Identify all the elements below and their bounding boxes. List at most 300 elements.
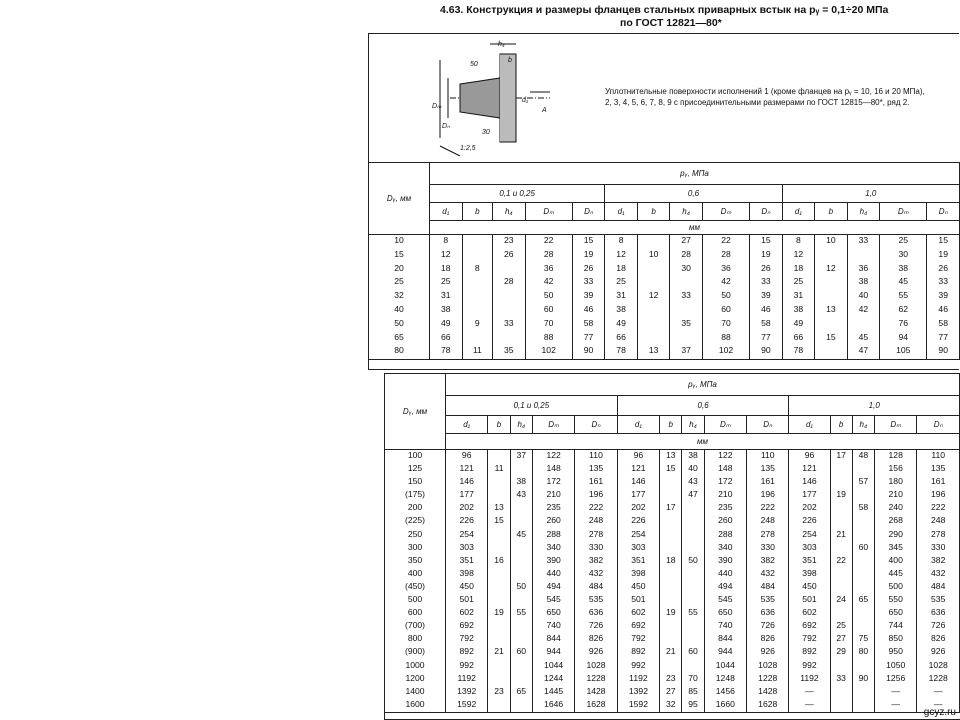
- cell-value: 1592: [457, 698, 477, 709]
- cell-value: 844: [718, 633, 733, 644]
- cell-value: 926: [760, 646, 775, 657]
- cell-value: 1028: [928, 659, 948, 670]
- cell-value: 57: [858, 476, 869, 487]
- cell-value: [682, 568, 703, 581]
- cell-value: 49: [793, 317, 804, 328]
- drawing-label-b: b: [508, 57, 512, 64]
- cell-value: 38: [516, 476, 527, 487]
- cell-value: [511, 620, 532, 633]
- cell-value: [660, 620, 681, 633]
- cell-value: 440: [718, 567, 733, 578]
- cell-g2-dn: [747, 450, 789, 713]
- cell-value: 96: [804, 450, 815, 460]
- cell-value: 60: [721, 303, 731, 314]
- cell-value: 210: [718, 489, 733, 500]
- title-line-2: по ГОСТ 12821—80*: [620, 17, 722, 29]
- dy-column: [369, 235, 430, 360]
- cell-g3-dn: [927, 235, 960, 360]
- cell-value: 18: [440, 262, 451, 273]
- cell-value: 692: [802, 620, 817, 631]
- cell-value: 992: [459, 659, 474, 670]
- cell-value: 36: [543, 262, 554, 273]
- cell-value: [831, 568, 852, 581]
- cell-value: 351: [802, 554, 817, 565]
- cell-value: [682, 529, 703, 542]
- cell-value: [853, 463, 874, 476]
- cell-value: [815, 249, 847, 263]
- cell-value: [831, 686, 852, 699]
- dy-value: 400: [407, 567, 423, 578]
- cell-value: 494: [718, 580, 733, 591]
- cell-value: 992: [802, 659, 817, 670]
- cell-value: [853, 581, 874, 594]
- drawing-label-h4: h₄: [498, 41, 505, 48]
- cell-value: 60: [858, 541, 869, 552]
- cell-value: 46: [583, 303, 594, 314]
- cell-value: 102: [541, 345, 556, 356]
- cell-value: 161: [760, 476, 775, 487]
- cell-value: [853, 620, 874, 633]
- cell-value: 22: [721, 235, 731, 245]
- cell-value: 222: [931, 502, 946, 513]
- cell-value: [463, 332, 493, 346]
- header-col: Dₙ: [917, 416, 960, 434]
- cell-value: 351: [631, 554, 646, 565]
- cell-value: 18: [793, 262, 804, 273]
- cell-value: 8: [443, 235, 449, 245]
- cell-value: [493, 263, 525, 277]
- cell-value: 398: [459, 567, 474, 578]
- cell-value: 398: [631, 567, 646, 578]
- cell-value: 96: [633, 450, 644, 460]
- cell-value: 545: [718, 594, 733, 605]
- cell-value: [488, 620, 509, 633]
- header-group-1: 0,6: [617, 396, 789, 416]
- cell-value: 330: [760, 541, 775, 552]
- cell-value: [831, 660, 852, 673]
- cell-value: [815, 318, 847, 332]
- cell-g3-dn: [917, 450, 960, 713]
- blank-margin: [0, 0, 360, 720]
- cell-value: 45: [898, 276, 909, 287]
- cell-value: 382: [760, 554, 775, 565]
- cell-value: [853, 555, 874, 568]
- cell-value: 88: [543, 331, 554, 342]
- cell-value: 740: [718, 620, 733, 631]
- cell-value: 47: [858, 345, 869, 356]
- cell-value: [831, 502, 852, 515]
- dy-value: 1400: [405, 685, 425, 696]
- cell-value: 11: [494, 463, 504, 474]
- cell-value: 202: [802, 502, 817, 513]
- header-col: Dₙ: [747, 416, 789, 434]
- cell-value: 432: [588, 567, 604, 578]
- cell-value: [831, 581, 852, 594]
- cell-value: [511, 542, 532, 555]
- cell-g1-dn: [572, 235, 605, 360]
- cell-value: —: [805, 685, 814, 696]
- cell-value: 95: [688, 698, 698, 709]
- cell-value: [853, 489, 874, 502]
- cell-value: 78: [616, 345, 626, 356]
- dy-value: (450): [404, 580, 426, 591]
- cell-value: [831, 607, 852, 620]
- header-col: d₁: [446, 416, 488, 434]
- cell-value: [463, 304, 493, 318]
- cell-value: [831, 515, 852, 528]
- cell-value: 38: [793, 303, 804, 314]
- cell-value: [488, 699, 509, 712]
- cell-value: 500: [888, 580, 903, 591]
- cell-value: 345: [888, 541, 903, 552]
- cell-value: 39: [761, 290, 771, 301]
- cell-value: 27: [836, 633, 846, 644]
- cell-value: 90: [858, 672, 869, 683]
- cell-value: 792: [459, 633, 474, 644]
- cell-value: 58: [761, 317, 771, 328]
- dy-value: 600: [407, 607, 423, 618]
- cell-value: [853, 607, 874, 620]
- cell-value: [682, 620, 703, 633]
- cell-value: 692: [631, 620, 646, 631]
- cell-value: 25: [616, 276, 626, 287]
- cell-value: [670, 276, 702, 290]
- cell-value: [493, 332, 525, 346]
- cell-value: 944: [718, 646, 733, 657]
- cell-value: 43: [688, 476, 698, 487]
- cell-value: [511, 673, 532, 686]
- cell-value: 248: [931, 515, 946, 526]
- cell-value: 210: [546, 489, 561, 500]
- cell-value: 550: [888, 594, 903, 605]
- cell-value: 76: [898, 317, 909, 328]
- cell-value: 110: [931, 450, 946, 460]
- cell-value: 1392: [628, 685, 648, 696]
- cell-value: [638, 304, 670, 318]
- title-line-1: 4.63. Конструкция и размеры фланцев стальных приварных встык на pᵧ = 0,1÷20 МПа: [440, 4, 889, 16]
- cell-value: 926: [931, 646, 946, 657]
- cell-value: 58: [858, 502, 869, 513]
- cell-g1-b: [488, 450, 510, 713]
- cell-value: 278: [931, 528, 946, 539]
- header-col: Dₘ: [525, 203, 572, 221]
- cell-value: 121: [802, 463, 817, 474]
- cell-value: 382: [588, 554, 604, 565]
- cell-value: 30: [681, 262, 691, 273]
- cell-value: 501: [802, 594, 817, 605]
- dy-value: 500: [407, 594, 423, 605]
- cell-value: 202: [459, 502, 474, 513]
- cell-value: 9: [474, 317, 480, 328]
- cell-value: 33: [938, 276, 948, 287]
- cell-value: —: [933, 698, 943, 709]
- cell-value: [463, 290, 493, 304]
- cell-value: 636: [760, 607, 775, 618]
- cell-value: 23: [504, 235, 514, 245]
- cell-value: [660, 568, 681, 581]
- cell-value: [853, 699, 874, 712]
- cell-value: 121: [631, 463, 646, 474]
- header-unit: мм: [446, 434, 960, 450]
- cell-value: 180: [888, 476, 903, 487]
- cell-value: 105: [896, 345, 911, 356]
- cell-value: 78: [440, 345, 451, 356]
- cell-value: 55: [898, 290, 909, 301]
- cell-value: 148: [546, 463, 561, 474]
- cell-value: 950: [888, 646, 903, 657]
- cell-value: 1660: [715, 698, 735, 709]
- cell-value: [848, 249, 880, 263]
- cell-value: 445: [888, 567, 903, 578]
- cell-value: 892: [631, 646, 646, 657]
- dy-value: 32: [394, 290, 404, 301]
- header-col: h₄: [852, 416, 874, 434]
- cell-value: [682, 660, 703, 673]
- header-col: b: [637, 203, 670, 221]
- cell-value: 88: [721, 331, 731, 342]
- cell-value: 40: [858, 290, 869, 301]
- header-col: b: [462, 203, 493, 221]
- cell-value: 38: [688, 450, 698, 460]
- cell-value: 826: [931, 633, 946, 644]
- cell-value: [488, 476, 509, 489]
- cell-value: 28: [543, 248, 554, 259]
- flange-drawing: [430, 38, 560, 156]
- cell-value: 55: [516, 607, 527, 618]
- cell-value: 1592: [628, 698, 648, 709]
- cell-value: 75: [858, 633, 869, 644]
- header-col: h₄: [510, 416, 532, 434]
- cell-value: 121: [459, 463, 474, 474]
- cell-value: 70: [688, 672, 698, 683]
- cell-value: 892: [802, 646, 817, 657]
- cell-value: 290: [888, 528, 903, 539]
- cell-value: 602: [459, 607, 474, 618]
- cell-value: —: [933, 685, 943, 696]
- dy-value: 250: [407, 528, 423, 539]
- cell-value: 60: [543, 303, 554, 314]
- cell-value: [488, 660, 509, 673]
- cell-value: [831, 476, 852, 489]
- cell-value: [682, 633, 703, 646]
- header-col: Dₘ: [702, 203, 749, 221]
- cell-value: 37: [681, 345, 691, 356]
- cell-g2-h4: [670, 235, 703, 360]
- cell-value: 535: [931, 594, 946, 605]
- header-group-2: 1,0: [789, 396, 960, 416]
- cell-value: 19: [665, 607, 676, 618]
- cell-value: 38: [440, 303, 451, 314]
- dy-value: 300: [407, 541, 423, 552]
- cell-value: 303: [631, 541, 646, 552]
- cell-value: 102: [718, 345, 734, 356]
- cell-value: 10: [648, 248, 659, 259]
- cell-g2-b: [637, 235, 670, 360]
- cell-g2-dm: [702, 235, 749, 360]
- cell-value: 96: [461, 450, 472, 460]
- page-title: [440, 4, 960, 30]
- cell-value: 62: [898, 303, 909, 314]
- cell-value: 177: [802, 489, 817, 500]
- cell-value: 77: [938, 331, 948, 342]
- cell-value: [511, 660, 532, 673]
- cell-value: 35: [504, 345, 514, 356]
- cell-value: 13: [648, 345, 659, 356]
- cell-value: 21: [494, 646, 504, 657]
- cell-value: 36: [721, 262, 731, 273]
- cell-value: 432: [931, 567, 946, 578]
- cell-value: [682, 515, 703, 528]
- cell-value: [831, 463, 852, 476]
- header-group-2: 1,0: [782, 185, 959, 203]
- cell-value: 26: [583, 262, 594, 273]
- cell-value: 390: [718, 554, 733, 565]
- cell-g3-d1: [782, 235, 815, 360]
- cell-value: 650: [888, 607, 903, 618]
- cell-value: 46: [938, 303, 948, 314]
- cell-value: [511, 515, 532, 528]
- cell-value: 156: [888, 463, 903, 474]
- header-col: h₄: [847, 203, 880, 221]
- cell-value: [488, 529, 509, 542]
- dy-value: 65: [394, 331, 404, 342]
- cell-value: 351: [459, 554, 474, 565]
- cell-value: 39: [938, 290, 948, 301]
- cell-value: [511, 463, 532, 476]
- cell-value: [638, 263, 670, 277]
- cell-value: 15: [761, 235, 771, 245]
- cell-value: 146: [459, 476, 474, 487]
- cell-value: [638, 235, 670, 249]
- cell-value: 17: [665, 502, 676, 513]
- cell-g3-dm: [875, 450, 917, 713]
- cell-value: [815, 290, 847, 304]
- cell-value: 1228: [928, 672, 948, 683]
- cell-value: 19: [494, 607, 504, 618]
- header-col: h₄: [493, 203, 526, 221]
- cell-value: [853, 529, 874, 542]
- cell-value: 1445: [544, 685, 564, 696]
- cell-g1-d1: [446, 450, 488, 713]
- cell-value: 26: [938, 262, 948, 273]
- cell-value: 66: [793, 331, 804, 342]
- header-group-0: 0,1 и 0,25: [446, 396, 618, 416]
- cell-value: 254: [631, 528, 646, 539]
- header-col: Dₙ: [572, 203, 605, 221]
- dy-value: 1600: [405, 698, 425, 709]
- cell-value: 65: [858, 594, 869, 605]
- cell-g1-h4: [493, 235, 526, 360]
- header-dy: Dᵧ, мм: [369, 163, 430, 235]
- cell-value: 13: [826, 303, 836, 314]
- cell-value: 390: [546, 554, 561, 565]
- cell-value: 744: [888, 620, 903, 631]
- cell-value: [660, 489, 681, 502]
- header-col: Dₙ: [750, 203, 783, 221]
- cell-value: 288: [546, 528, 561, 539]
- cell-value: 254: [459, 528, 474, 539]
- cell-value: [511, 699, 532, 712]
- cell-value: 501: [631, 594, 646, 605]
- table-bottom: [384, 373, 960, 713]
- cell-value: [511, 555, 532, 568]
- cell-value: 177: [631, 489, 646, 500]
- dy-value: 80: [394, 345, 404, 356]
- cell-value: 18: [665, 554, 676, 565]
- cell-g1-b: [462, 235, 493, 360]
- cell-value: 330: [588, 541, 604, 552]
- cell-value: 28: [681, 248, 691, 259]
- cell-value: 8: [795, 235, 801, 245]
- cell-value: 268: [888, 515, 903, 526]
- cell-value: 1192: [800, 672, 819, 683]
- cell-value: 161: [931, 476, 946, 487]
- cell-value: 135: [760, 463, 775, 474]
- cell-g3-dm: [880, 235, 927, 360]
- header-col: b: [815, 203, 848, 221]
- cell-value: 30: [898, 248, 909, 259]
- cell-value: 23: [665, 672, 676, 683]
- cell-g2-d1: [605, 235, 638, 360]
- cell-value: 926: [588, 646, 604, 657]
- cell-value: 22: [543, 235, 554, 245]
- cell-value: 11: [472, 345, 482, 356]
- cell-value: 1228: [586, 672, 606, 683]
- cell-value: 340: [546, 541, 561, 552]
- cell-value: 1028: [586, 659, 606, 670]
- cell-value: 12: [616, 248, 626, 259]
- cell-value: 222: [760, 502, 775, 513]
- cell-value: [660, 542, 681, 555]
- cell-value: 23: [494, 685, 504, 696]
- header-col: h₄: [670, 203, 703, 221]
- cell-value: 1256: [886, 672, 906, 683]
- dy-value: (900): [404, 646, 426, 657]
- dy-value: 10: [394, 235, 404, 245]
- dy-value: 1000: [405, 659, 425, 670]
- cell-value: 66: [440, 331, 451, 342]
- header-col: Dₙ: [927, 203, 960, 221]
- cell-value: 77: [583, 331, 594, 342]
- header-col: Dₘ: [880, 203, 927, 221]
- cell-value: 31: [793, 290, 804, 301]
- header-col: b: [830, 416, 852, 434]
- cell-g3-h4: [852, 450, 874, 713]
- cell-value: 90: [761, 345, 771, 356]
- cell-value: 177: [459, 489, 474, 500]
- cell-value: 19: [938, 248, 948, 259]
- cell-value: 450: [802, 580, 817, 591]
- cell-value: 80: [858, 646, 869, 657]
- cell-value: 1392: [457, 685, 477, 696]
- cell-value: 65: [516, 685, 527, 696]
- cell-value: 21: [836, 528, 846, 539]
- cell-value: 45: [858, 331, 869, 342]
- cell-value: 58: [583, 317, 594, 328]
- cell-value: [853, 568, 874, 581]
- cell-value: 330: [931, 541, 946, 552]
- cell-value: 484: [588, 580, 604, 591]
- cell-value: 1428: [586, 685, 606, 696]
- cell-value: 15: [665, 463, 676, 474]
- cell-value: 110: [589, 450, 603, 460]
- cell-value: 1228: [758, 672, 778, 683]
- header-py: pᵧ, МПа: [446, 374, 960, 396]
- cell-value: 36: [858, 262, 869, 273]
- cell-value: 33: [681, 290, 691, 301]
- cell-g2-dm: [704, 450, 746, 713]
- cell-value: 650: [546, 607, 561, 618]
